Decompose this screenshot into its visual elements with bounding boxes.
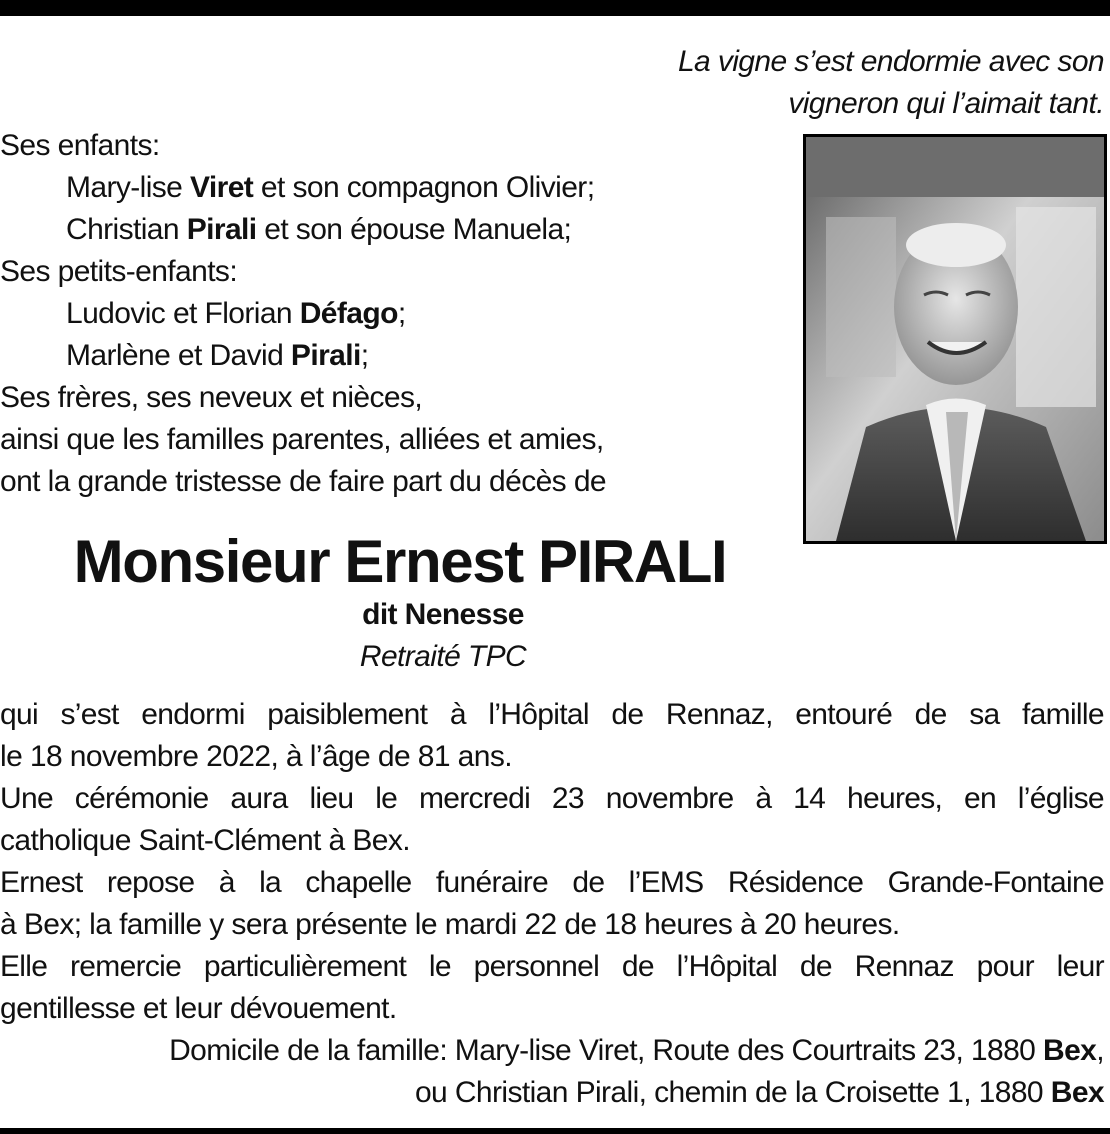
word: Elle: [0, 950, 48, 983]
p3-line-2: à Bex; la famille y sera présente le mardi 22 de 18 heures à 20 heures.: [0, 908, 900, 941]
child-1: Mary-lise Viret et son compagnon Olivier;: [66, 171, 595, 204]
word: particulièrement: [203, 950, 407, 983]
word: le: [428, 950, 451, 983]
word: Ernest: [0, 866, 83, 899]
word: à: [449, 698, 466, 731]
word: de: [799, 950, 832, 983]
word: Rennaz: [854, 950, 954, 983]
word: l’EMS: [628, 866, 704, 899]
announcement-line: ont la grande tristesse de faire part du décès de: [0, 465, 606, 498]
word: Une: [0, 782, 53, 815]
word: à: [218, 866, 235, 899]
word: s’est: [60, 698, 119, 731]
word: de: [914, 698, 947, 731]
domicile-line-1: Domicile de la famille: Mary-lise Viret, Route des Courtraits 23, 1880 Bex,: [169, 1034, 1104, 1067]
domicile-line-2: ou Christian Pirali, chemin de la Croisette 1, 1880 Bex: [414, 1076, 1104, 1109]
portrait-photo: [803, 134, 1107, 544]
word: 14: [793, 782, 826, 815]
p2-line-2: catholique Saint-Clément à Bex.: [0, 824, 410, 857]
word: 23: [551, 782, 584, 815]
word: cérémonie: [74, 782, 209, 815]
word: remercie: [70, 950, 182, 983]
word: l’église: [1017, 782, 1104, 815]
grandchild-1: Ludovic et Florian Défago;: [66, 297, 406, 330]
word: funéraire: [435, 866, 548, 899]
word: entouré: [795, 698, 893, 731]
word: endormi: [141, 698, 245, 731]
relatives-line: ainsi que les familles parentes, alliées et amies,: [0, 423, 604, 456]
word: leur: [1056, 950, 1104, 983]
word: Grande-Fontaine: [887, 866, 1104, 899]
deceased-occupation: Retraité TPC: [359, 640, 527, 673]
word: en: [963, 782, 996, 815]
epigraph-line-1: La vigne s’est endormie avec son: [677, 45, 1104, 78]
bottom-rule: [0, 1128, 1110, 1134]
word: l’Hôpital: [488, 698, 589, 731]
siblings-line: Ses frères, ses neveux et nièces,: [0, 381, 423, 414]
word: le: [375, 782, 398, 815]
word: la: [259, 866, 282, 899]
p2-line-1: [0, 781, 1104, 817]
deceased-nickname: dit Nenesse: [362, 598, 524, 631]
grandchildren-heading: Ses petits-enfants:: [0, 255, 238, 288]
word: novembre: [605, 782, 734, 815]
word: pour: [976, 950, 1034, 983]
epigraph-line-2: vigneron qui l’aimait tant.: [788, 87, 1104, 120]
deceased-name: Monsieur Ernest PIRALI: [73, 528, 727, 595]
word: Rennaz,: [665, 698, 773, 731]
word: de: [611, 698, 644, 731]
word: à: [755, 782, 772, 815]
p3-line-1: [0, 865, 1104, 901]
p1-line-1: [0, 697, 1104, 733]
word: aura: [230, 782, 288, 815]
word: Résidence: [727, 866, 864, 899]
p4-line-2: gentillesse et leur dévouement.: [0, 992, 397, 1025]
p1-line-2: le 18 novembre 2022, à l’âge de 81 ans.: [0, 740, 512, 773]
word: repose: [106, 866, 195, 899]
word: de: [572, 866, 605, 899]
word: qui: [0, 698, 38, 731]
word: de: [621, 950, 654, 983]
top-rule: [0, 0, 1110, 16]
p4-line-1: [0, 949, 1104, 985]
word: mercredi: [418, 782, 531, 815]
word: paisiblement: [267, 698, 428, 731]
word: sa: [969, 698, 1000, 731]
word: l’Hôpital: [676, 950, 778, 983]
children-heading: Ses enfants:: [0, 129, 160, 162]
word: lieu: [309, 782, 354, 815]
word: chapelle: [305, 866, 412, 899]
child-2: Christian Pirali et son épouse Manuela;: [66, 213, 572, 246]
grandchild-2: Marlène et David Pirali;: [66, 339, 369, 372]
word: personnel: [473, 950, 600, 983]
word: famille: [1022, 698, 1104, 731]
word: heures,: [846, 782, 943, 815]
portrait-illustration: [806, 137, 1104, 541]
